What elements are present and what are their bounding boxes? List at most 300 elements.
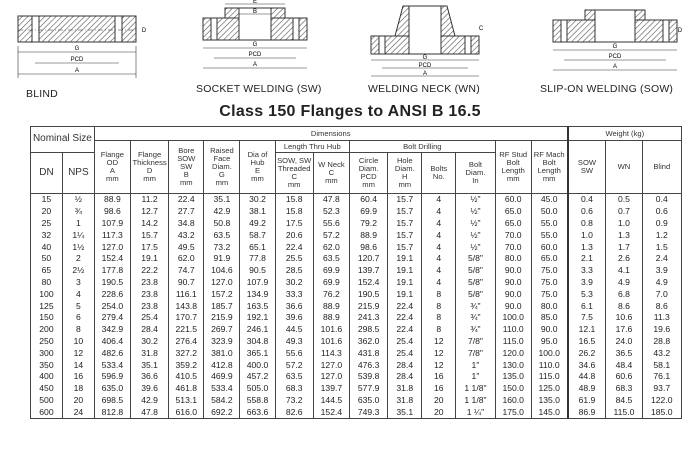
table-cell: 55.6: [313, 218, 349, 230]
table-cell: 19.1: [130, 253, 168, 265]
svg-text:A: A: [74, 68, 80, 74]
table-cell: 400.0: [240, 359, 275, 371]
svg-text:B: B: [252, 9, 258, 15]
table-cell: 8: [422, 300, 456, 312]
table-cell: 90.5: [240, 265, 275, 277]
raised-face-header: Raised Face Diam. G mm: [204, 141, 240, 194]
table-cell: 75.0: [531, 265, 567, 277]
table-cell: 20: [62, 395, 94, 407]
table-cell: 15.7: [130, 229, 168, 241]
table-cell: 4: [422, 194, 456, 206]
table-cell: 139.7: [349, 265, 387, 277]
table-cell: 115.0: [495, 336, 531, 348]
table-cell: 457.2: [240, 371, 275, 383]
table-cell: 2.1: [568, 253, 606, 265]
table-cell: 73.2: [204, 241, 240, 253]
table-cell: 145.0: [531, 406, 567, 418]
table-cell: 2: [62, 253, 94, 265]
table-cell: 100.0: [495, 312, 531, 324]
table-cell: 600: [31, 406, 63, 418]
table-cell: 152.4: [94, 253, 130, 265]
table-cell: 298.5: [349, 324, 387, 336]
table-cell: 130.0: [495, 359, 531, 371]
table-cell: 31.8: [388, 395, 422, 407]
table-cell: 88.9: [94, 194, 130, 206]
table-cell: 36.5: [606, 347, 642, 359]
table-cell: 117.3: [94, 229, 130, 241]
table-cell: 58.7: [240, 229, 275, 241]
table-cell: 0.5: [606, 194, 642, 206]
dia-hub-header: Dia of Hub E mm: [240, 141, 275, 194]
table-cell: 65.0: [495, 206, 531, 218]
table-cell: 6.1: [568, 300, 606, 312]
table-cell: 505.0: [240, 383, 275, 395]
table-cell: 60.0: [495, 194, 531, 206]
table-cell: 4: [422, 277, 456, 289]
table-cell: 77.8: [240, 253, 275, 265]
table-cell: 22.4: [169, 194, 204, 206]
table-cell: 76.2: [313, 288, 349, 300]
table-cell: 49.3: [275, 336, 313, 348]
table-cell: 157.2: [204, 288, 240, 300]
table-cell: 120.7: [349, 253, 387, 265]
table-cell: 80.0: [531, 300, 567, 312]
table-cell: 177.8: [94, 265, 130, 277]
table-cell: 0.4: [642, 194, 681, 206]
table-cell: 1.3: [606, 229, 642, 241]
table-cell: 150: [31, 312, 63, 324]
table-cell: 812.8: [94, 406, 130, 418]
table-cell: 19.1: [388, 288, 422, 300]
table-cell: 20: [31, 206, 63, 218]
table-cell: 300: [31, 347, 63, 359]
slip-on-caption: SLIP-ON WELDING (SOW): [540, 83, 674, 95]
table-cell: 43.2: [642, 347, 681, 359]
table-cell: 469.9: [204, 371, 240, 383]
table-cell: 30.2: [130, 336, 168, 348]
table-row: [31, 206, 682, 218]
table-cell: 0.4: [568, 194, 606, 206]
table-cell: 19.1: [388, 253, 422, 265]
table-cell: 20: [422, 395, 456, 407]
table-row: [31, 406, 682, 418]
table-cell: 4: [422, 265, 456, 277]
table-cell: 93.7: [642, 383, 681, 395]
table-cell: 84.5: [606, 395, 642, 407]
table-cell: 30.2: [275, 277, 313, 289]
table-cell: 175.0: [495, 406, 531, 418]
table-cell: 45.0: [531, 194, 567, 206]
table-cell: 101.6: [313, 336, 349, 348]
table-cell: 8: [62, 324, 94, 336]
table-cell: 70.0: [495, 241, 531, 253]
table-cell: 1.3: [568, 241, 606, 253]
table-cell: 23.8: [130, 300, 168, 312]
table-cell: 107.9: [94, 218, 130, 230]
table-cell: 15: [31, 194, 63, 206]
table-cell: 22.2: [130, 265, 168, 277]
table-cell: 279.4: [94, 312, 130, 324]
table-cell: 4: [422, 241, 456, 253]
table-cell: 1": [456, 371, 495, 383]
table-cell: ½": [456, 206, 495, 218]
table-cell: 48.9: [568, 383, 606, 395]
table-cell: 125: [31, 300, 63, 312]
table-cell: 43.2: [169, 229, 204, 241]
table-cell: 1.5: [642, 241, 681, 253]
table-cell: 359.2: [169, 359, 204, 371]
table-cell: 19.1: [388, 277, 422, 289]
table-cell: 4: [422, 206, 456, 218]
table-cell: 135.0: [495, 371, 531, 383]
blind-flange-diagram: [10, 0, 160, 90]
table-cell: 2½: [62, 265, 94, 277]
table-cell: 5.3: [568, 288, 606, 300]
table-cell: 27.7: [169, 206, 204, 218]
table-cell: 635.0: [94, 383, 130, 395]
table-row: [31, 288, 682, 300]
rf-mach-header: RF Mach Bolt Length mm: [531, 141, 567, 194]
table-cell: 135.0: [531, 395, 567, 407]
table-cell: 16: [62, 371, 94, 383]
table-cell: 79.2: [349, 218, 387, 230]
flange-diagrams: [0, 0, 700, 100]
table-cell: 75.0: [531, 277, 567, 289]
table-cell: 110.0: [495, 324, 531, 336]
page-title: Class 150 Flanges to ANSI B 16.5: [219, 103, 481, 120]
table-cell: 24.0: [606, 336, 642, 348]
table-row: [31, 241, 682, 253]
table-cell: 44.5: [275, 324, 313, 336]
svg-text:PCD: PCD: [418, 63, 432, 69]
table-cell: 62.0: [313, 241, 349, 253]
table-cell: 50: [31, 253, 63, 265]
table-row: [31, 347, 682, 359]
table-cell: 12.7: [130, 206, 168, 218]
table-cell: 365.1: [240, 347, 275, 359]
table-cell: 500: [31, 395, 63, 407]
table-cell: 200: [31, 324, 63, 336]
table-cell: 663.6: [240, 406, 275, 418]
table-cell: 4: [62, 288, 94, 300]
table-cell: 55.0: [531, 218, 567, 230]
table-cell: 228.6: [94, 288, 130, 300]
table-cell: 69.9: [313, 265, 349, 277]
svg-text:PCD: PCD: [248, 52, 262, 58]
table-cell: 6: [62, 312, 94, 324]
svg-text:G: G: [74, 46, 80, 52]
table-cell: 20: [422, 406, 456, 418]
table-cell: 91.9: [204, 253, 240, 265]
table-cell: 30.2: [240, 194, 275, 206]
table-cell: 65.1: [240, 241, 275, 253]
table-cell: 15.7: [388, 206, 422, 218]
table-cell: 139.7: [313, 383, 349, 395]
circle-diam-header: Circle Diam. PCD mm: [349, 153, 387, 194]
weight-header: Weight (kg): [568, 127, 682, 141]
table-cell: 513.1: [169, 395, 204, 407]
table-cell: 5/8": [456, 265, 495, 277]
table-cell: 14.2: [130, 218, 168, 230]
flange-thickness-header: Flange Thickness D mm: [130, 141, 168, 194]
weight-sow-sw-header: SOW SW: [568, 141, 606, 194]
table-row: [31, 312, 682, 324]
slip-on-diagram: [545, 0, 685, 80]
table-row: [31, 336, 682, 348]
table-cell: ¾": [456, 324, 495, 336]
table-cell: 25: [31, 218, 63, 230]
table-cell: 16.5: [568, 336, 606, 348]
blind-caption: BLIND: [26, 88, 58, 100]
table-cell: 80.0: [495, 253, 531, 265]
table-cell: 23.8: [130, 288, 168, 300]
table-cell: 406.4: [94, 336, 130, 348]
flange-od-header: Flange OD A mm: [94, 141, 130, 194]
table-cell: 749.3: [349, 406, 387, 418]
table-cell: 20.6: [275, 229, 313, 241]
table-cell: 107.9: [240, 277, 275, 289]
table-cell: 114.3: [313, 347, 349, 359]
table-cell: 127.0: [204, 277, 240, 289]
table-cell: 57.2: [313, 229, 349, 241]
table-cell: 12: [422, 359, 456, 371]
table-cell: 100.0: [531, 347, 567, 359]
table-cell: 1 1/8": [456, 395, 495, 407]
table-cell: 90.0: [495, 265, 531, 277]
table-cell: 65: [31, 265, 63, 277]
table-cell: ½": [456, 241, 495, 253]
table-cell: 8.6: [642, 300, 681, 312]
table-row: [31, 371, 682, 383]
svg-text:PCD: PCD: [608, 54, 622, 60]
table-cell: 35.1: [204, 194, 240, 206]
table-cell: ¾": [456, 300, 495, 312]
table-cell: 74.7: [169, 265, 204, 277]
svg-text:D: D: [677, 28, 683, 34]
table-cell: 4: [422, 218, 456, 230]
table-cell: 34.8: [169, 218, 204, 230]
table-cell: 461.8: [169, 383, 204, 395]
table-cell: 15.8: [275, 194, 313, 206]
table-cell: 163.5: [240, 300, 275, 312]
table-cell: 2.4: [642, 253, 681, 265]
table-cell: 88.9: [313, 300, 349, 312]
table-cell: 22.4: [388, 324, 422, 336]
table-cell: 68.3: [275, 383, 313, 395]
table-cell: 52.3: [313, 206, 349, 218]
table-cell: 90.0: [531, 324, 567, 336]
table-cell: 11.2: [130, 194, 168, 206]
table-cell: 221.5: [169, 324, 204, 336]
table-cell: 85.0: [531, 312, 567, 324]
table-cell: 3.3: [568, 265, 606, 277]
table-cell: 22.4: [275, 241, 313, 253]
table-cell: 28.5: [275, 265, 313, 277]
table-cell: 22.4: [388, 312, 422, 324]
table-cell: 50.0: [531, 206, 567, 218]
table-cell: 47.8: [313, 194, 349, 206]
table-cell: 36.6: [275, 300, 313, 312]
table-cell: 47.8: [130, 406, 168, 418]
table-cell: ¾: [62, 206, 94, 218]
table-cell: 1¼: [62, 229, 94, 241]
table-cell: 4.9: [642, 277, 681, 289]
table-cell: 110.0: [531, 359, 567, 371]
table-row: [31, 395, 682, 407]
table-cell: 8: [422, 324, 456, 336]
table-cell: 127.0: [313, 359, 349, 371]
table-cell: 12: [422, 336, 456, 348]
table-cell: 32: [31, 229, 63, 241]
table-cell: 8: [422, 288, 456, 300]
table-cell: 4.1: [606, 265, 642, 277]
table-cell: 127.0: [94, 241, 130, 253]
table-cell: 3: [62, 277, 94, 289]
table-cell: 254.0: [94, 300, 130, 312]
table-cell: 19.6: [642, 324, 681, 336]
table-cell: 134.9: [240, 288, 275, 300]
table-cell: 90.7: [169, 277, 204, 289]
table-cell: 28.4: [130, 324, 168, 336]
table-cell: 15.7: [388, 194, 422, 206]
table-cell: 50.8: [204, 218, 240, 230]
table-row: [31, 383, 682, 395]
table-cell: 16: [422, 383, 456, 395]
svg-text:A: A: [422, 71, 428, 77]
svg-text:G: G: [422, 55, 428, 61]
table-cell: 127.0: [313, 371, 349, 383]
table-cell: 25.5: [275, 253, 313, 265]
table-cell: 22.4: [388, 300, 422, 312]
table-cell: 63.5: [204, 229, 240, 241]
table-cell: 144.5: [313, 395, 349, 407]
table-cell: 327.2: [169, 347, 204, 359]
table-cell: 10: [62, 336, 94, 348]
table-cell: 17.5: [275, 218, 313, 230]
table-cell: 76.1: [642, 371, 681, 383]
table-cell: 40: [31, 241, 63, 253]
table-cell: 1": [456, 359, 495, 371]
table-cell: 7/8": [456, 336, 495, 348]
table-cell: 3.9: [642, 265, 681, 277]
table-cell: 577.9: [349, 383, 387, 395]
table-cell: 48.4: [606, 359, 642, 371]
hole-diam-header: Hole Diam. H mm: [388, 153, 422, 194]
table-cell: 15.7: [388, 241, 422, 253]
table-cell: 185.7: [204, 300, 240, 312]
table-cell: 90.0: [495, 288, 531, 300]
table-cell: 170.7: [169, 312, 204, 324]
bolt-drilling-header: Bolt Drilling: [349, 141, 495, 153]
table-cell: 19.1: [388, 265, 422, 277]
table-cell: 0.6: [568, 206, 606, 218]
table-cell: 7/8": [456, 347, 495, 359]
table-cell: 476.3: [349, 359, 387, 371]
table-cell: 65.0: [531, 253, 567, 265]
svg-text:E: E: [252, 0, 258, 5]
table-cell: 1½: [62, 241, 94, 253]
svg-text:C: C: [478, 26, 484, 32]
table-cell: 100: [31, 288, 63, 300]
dimensions-header: Dimensions: [94, 127, 567, 141]
table-cell: 12: [422, 347, 456, 359]
table-cell: 269.7: [204, 324, 240, 336]
table-cell: 61.9: [568, 395, 606, 407]
table-row: [31, 300, 682, 312]
length-thru-hub-header: Length Thru Hub: [275, 141, 349, 153]
table-cell: 15.7: [388, 218, 422, 230]
nps-header: NPS: [62, 153, 94, 194]
table-cell: 55.6: [275, 347, 313, 359]
table-cell: 246.1: [240, 324, 275, 336]
welding-neck-caption: WELDING NECK (WN): [368, 83, 480, 95]
table-cell: 596.9: [94, 371, 130, 383]
table-cell: 450: [31, 383, 63, 395]
table-cell: 18: [62, 383, 94, 395]
table-row: [31, 277, 682, 289]
table-cell: 350: [31, 359, 63, 371]
table-cell: 241.3: [349, 312, 387, 324]
table-cell: 16: [422, 371, 456, 383]
table-cell: 150.0: [495, 383, 531, 395]
table-cell: ¾": [456, 312, 495, 324]
table-cell: 60.0: [531, 241, 567, 253]
table-cell: 98.6: [94, 206, 130, 218]
table-cell: 25.4: [130, 312, 168, 324]
table-cell: 73.2: [275, 395, 313, 407]
table-cell: 1.2: [642, 229, 681, 241]
table-cell: 0.6: [642, 206, 681, 218]
table-cell: 190.5: [94, 277, 130, 289]
table-cell: 49.2: [240, 218, 275, 230]
table-cell: 57.2: [275, 359, 313, 371]
table-cell: 4.9: [606, 277, 642, 289]
table-cell: ½": [456, 194, 495, 206]
table-cell: 381.0: [204, 347, 240, 359]
table-cell: 12.1: [568, 324, 606, 336]
table-cell: 65.0: [495, 218, 531, 230]
table-row: [31, 324, 682, 336]
table-cell: 0.7: [606, 206, 642, 218]
table-cell: 55.0: [531, 229, 567, 241]
table-cell: 431.8: [349, 347, 387, 359]
table-cell: 63.5: [275, 371, 313, 383]
table-cell: 3.9: [568, 277, 606, 289]
table-cell: 69.9: [313, 277, 349, 289]
table-cell: 533.4: [94, 359, 130, 371]
table-cell: 152.4: [349, 277, 387, 289]
table-cell: 362.0: [349, 336, 387, 348]
svg-text:PCD: PCD: [70, 57, 84, 63]
table-cell: 68.3: [606, 383, 642, 395]
table-cell: 5: [62, 300, 94, 312]
table-cell: 304.8: [240, 336, 275, 348]
bolts-header: Bolts No.: [422, 153, 456, 194]
table-cell: 5/8": [456, 277, 495, 289]
table-cell: 36.6: [130, 371, 168, 383]
table-cell: 692.2: [204, 406, 240, 418]
table-cell: 101.6: [313, 324, 349, 336]
table-cell: 63.5: [313, 253, 349, 265]
table-cell: 482.6: [94, 347, 130, 359]
table-cell: 250: [31, 336, 63, 348]
table-cell: 10.6: [606, 312, 642, 324]
table-cell: 33.3: [275, 288, 313, 300]
table-cell: 39.6: [275, 312, 313, 324]
table-cell: 215.9: [204, 312, 240, 324]
table-cell: 14: [62, 359, 94, 371]
table-cell: ½": [456, 229, 495, 241]
